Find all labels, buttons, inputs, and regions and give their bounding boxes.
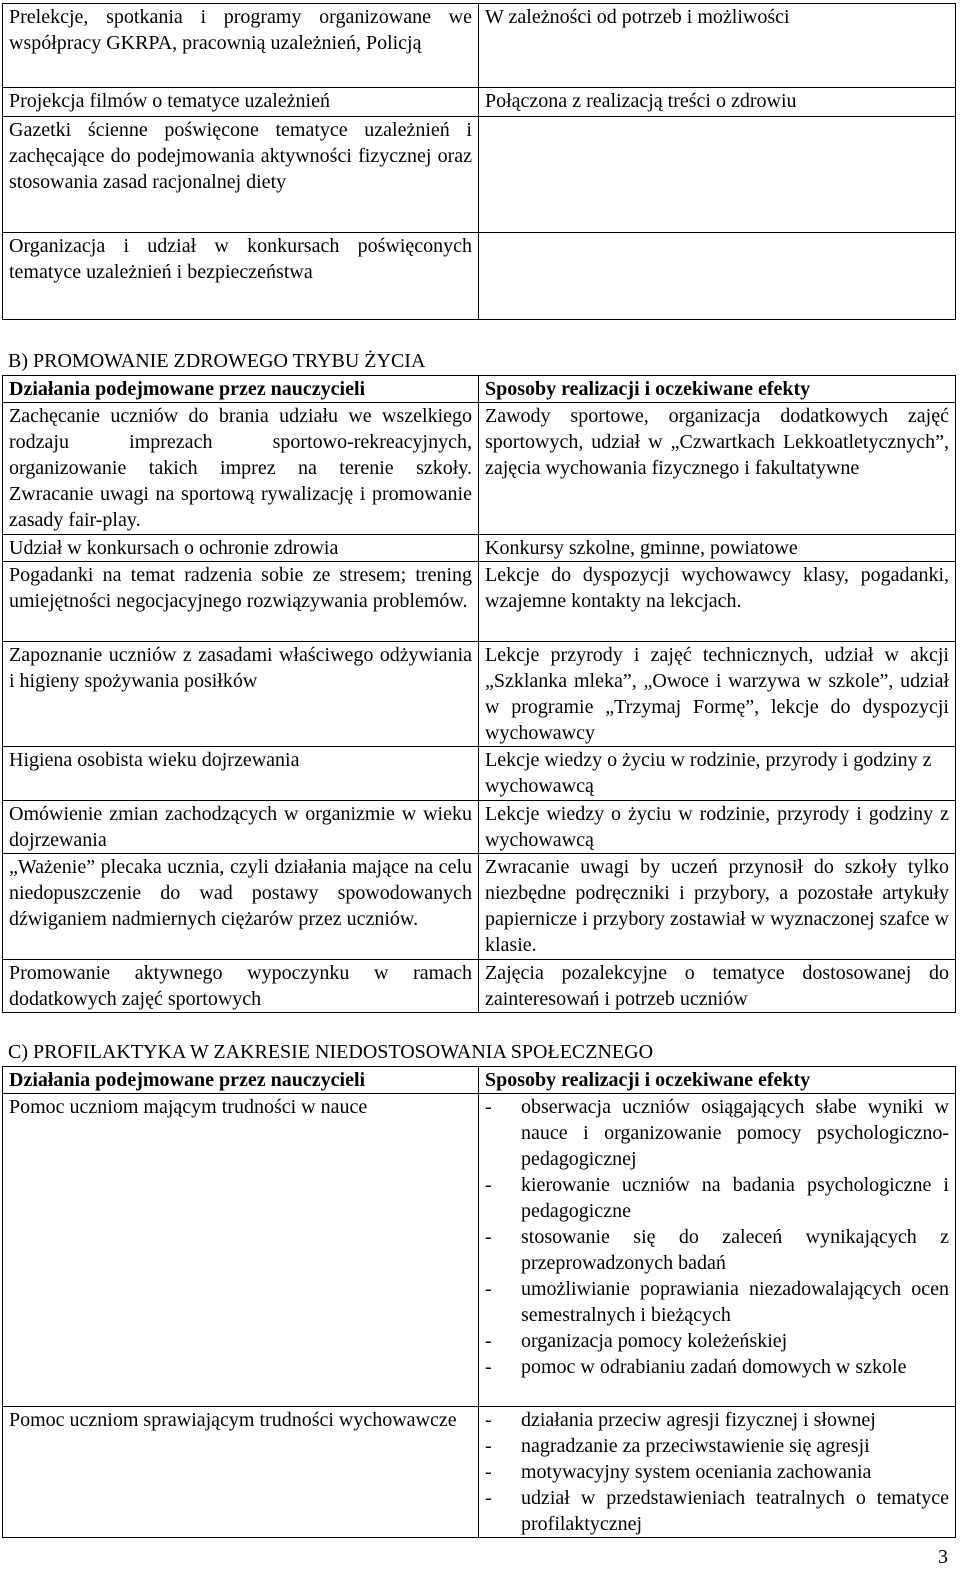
list-item: - pomoc w odrabianiu zadań domowych w szkole (485, 1354, 949, 1380)
table-cell: Lekcje przyrody i zajęć technicznych, udział w akcji „Szklanka mleka”, „Owoce i warzywa w szkole”, udział w programie „Trzymaj Formę”, lekcje do dyspozycji wychowawcy (479, 642, 956, 747)
list-item: - motywacyjny system oceniania zachowania (485, 1459, 949, 1485)
section-title: C) PROFILAKTYKA W ZAKRESIE NIEDOSTOSOWANIA SPOŁECZNEGO (8, 1041, 654, 1063)
table-row (3, 562, 956, 642)
column-header: Sposoby realizacji i oczekiwane efekty (479, 1067, 956, 1094)
table-cell: Higiena osobista wieku dojrzewania (3, 747, 479, 801)
table-row (3, 88, 956, 117)
table-cell (479, 233, 956, 320)
column-header: Działania podejmowane przez nauczycieli (3, 376, 479, 403)
column-header: Działania podejmowane przez nauczycieli (3, 1067, 479, 1094)
list-item: - udział w przedstawieniach teatralnych o tematyce profilaktycznej (485, 1485, 949, 1537)
table-cell: Zachęcanie uczniów do brania udziału we wszelkiego rodzaju imprezach sportowo-rekreacyjnych, organizowanie takich imprez na terenie szkoły. Zwracanie uwagi na sportową rywalizację i promowanie zasady fair-play. (3, 403, 479, 535)
page-number: 3 (938, 1546, 948, 1568)
table-row (3, 1407, 956, 1538)
table-header-row (3, 1067, 956, 1094)
table-row (3, 747, 956, 801)
list-item: - obserwacja uczniów osiągających słabe wyniki w nauce i organizowanie pomocy psychologiczno-pedagogicznej (485, 1094, 949, 1172)
table-row (3, 801, 956, 854)
table-cell: Pomoc uczniom sprawiającym trudności wychowawcze (3, 1407, 479, 1538)
table-cell: Prelekcje, spotkania i programy organizowane we współpracy GKRPA, pracownią uzależnień, Policją (3, 4, 479, 88)
table-cell: Konkursy szkolne, gminne, powiatowe (479, 535, 956, 562)
table-cell: Omówienie zmian zachodzących w organizmie w wieku dojrzewania (3, 801, 479, 854)
table-cell: W zależności od potrzeb i możliwości (479, 4, 956, 88)
list-item: - umożliwianie poprawiania niezadowalających ocen semestralnych i bieżących (485, 1276, 949, 1328)
bullet-list (485, 1094, 949, 1380)
table-cell: Gazetki ścienne poświęcone tematyce uzależnień i zachęcające do podejmowania aktywności fizycznej oraz stosowania zasad racjonalnej diety (3, 117, 479, 233)
bullet-list (485, 1407, 949, 1537)
table-row (3, 535, 956, 562)
table-cell (479, 1407, 956, 1538)
list-item: - organizacja pomocy koleżeńskiej (485, 1328, 949, 1354)
table-cell: Połączona z realizacją treści o zdrowiu (479, 88, 956, 117)
table-row (3, 403, 956, 535)
table-row (3, 233, 956, 320)
table-cell: Lekcje wiedzy o życiu w rodzinie, przyrody i godziny z wychowawcą (479, 747, 956, 801)
list-item: - kierowanie uczniów na badania psychologiczne i pedagogiczne (485, 1172, 949, 1224)
table-row (3, 960, 956, 1013)
table-cell: Zajęcia pozalekcyjne o tematyce dostosowanej do zainteresowań i potrzeb uczniów (479, 960, 956, 1013)
table-row (3, 117, 956, 233)
table-cell: Lekcje do dyspozycji wychowawcy klasy, pogadanki, wzajemne kontakty na lekcjach. (479, 562, 956, 642)
column-header: Sposoby realizacji i oczekiwane efekty (479, 376, 956, 403)
table-c (2, 1066, 956, 1538)
table-cell: Organizacja i udział w konkursach poświęconych tematyce uzależnień i bezpieczeństwa (3, 233, 479, 320)
table-cell: Udział w konkursach o ochronie zdrowia (3, 535, 479, 562)
table-cell: Zawody sportowe, organizacja dodatkowych zajęć sportowych, udział w „Czwartkach Lekkoatletycznych”, zajęcia wychowania fizycznego i fakultatywne (479, 403, 956, 535)
list-item: - stosowanie się do zaleceń wynikających z przeprowadzonych badań (485, 1224, 949, 1276)
table-cell: Lekcje wiedzy o życiu w rodzinie, przyrody i godziny z wychowawcą (479, 801, 956, 854)
table-cell: Zapoznanie uczniów z zasadami właściwego odżywiania i higieny spożywania posiłków (3, 642, 479, 747)
table-cell (479, 117, 956, 233)
list-item: - nagradzanie za przeciwstawienie się agresji (485, 1433, 949, 1459)
table-cell: Promowanie aktywnego wypoczynku w ramach dodatkowych zajęć sportowych (3, 960, 479, 1013)
list-item: - działania przeciw agresji fizycznej i słownej (485, 1407, 949, 1433)
table-row (3, 854, 956, 960)
table-b (2, 375, 956, 1013)
table-cell (479, 1094, 956, 1407)
table-a (2, 3, 956, 320)
table-cell: Projekcja filmów o tematyce uzależnień (3, 88, 479, 117)
table-row (3, 642, 956, 747)
table-header-row (3, 376, 956, 403)
table-row (3, 1094, 956, 1407)
table-cell: Pogadanki na temat radzenia sobie ze stresem; trening umiejętności negocjacyjnego rozwiązywania problemów. (3, 562, 479, 642)
table-cell: „Ważenie” plecaka ucznia, czyli działania mające na celu niedopuszczenie do wad postawy spowodowanych dźwiganiem nadmiernych ciężarów przez uczniów. (3, 854, 479, 960)
table-row (3, 4, 956, 88)
table-cell: Zwracanie uwagi by uczeń przynosił do szkoły tylko niezbędne podręczniki i przybory, a pozostałe artykuły papiernicze i przybory zostawiał w wyznaczonej szafce w klasie. (479, 854, 956, 960)
section-title: B) PROMOWANIE ZDROWEGO TRYBU ŻYCIA (8, 350, 426, 372)
table-cell: Pomoc uczniom mającym trudności w nauce (3, 1094, 479, 1407)
